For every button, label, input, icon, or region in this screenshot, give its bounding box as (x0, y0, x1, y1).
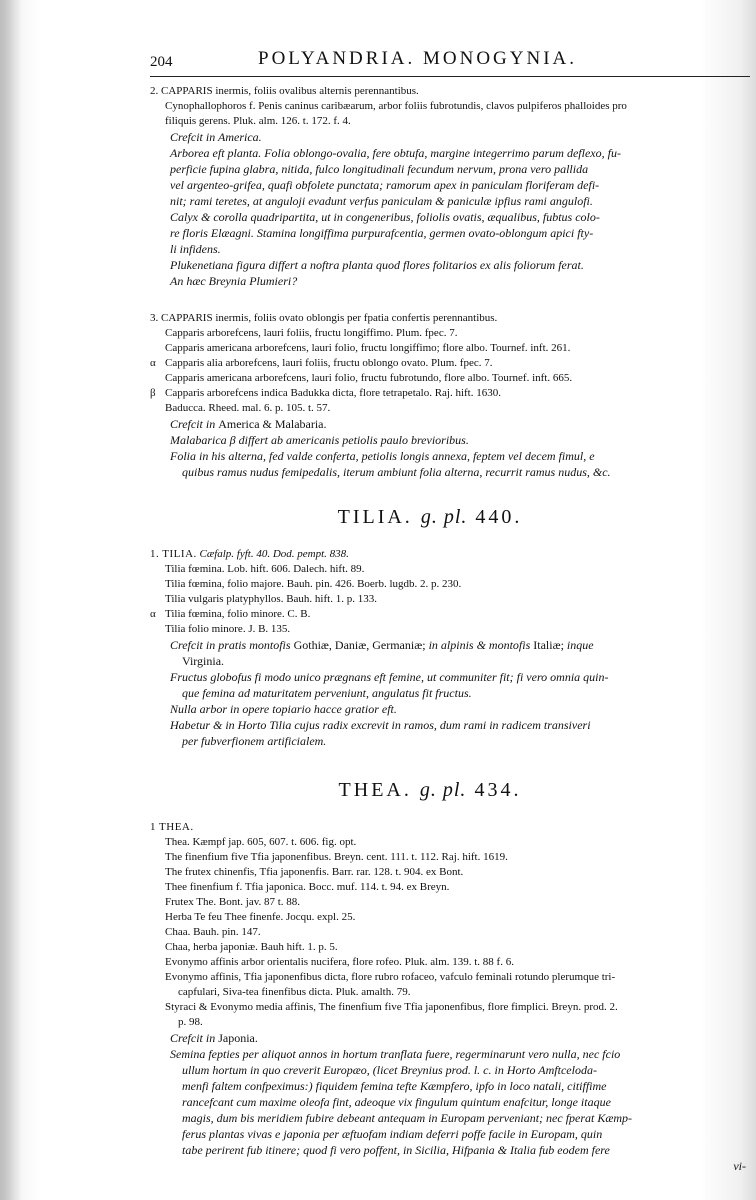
capparis-2-description: li infidens. (170, 242, 221, 256)
capparis-2-habitat: Crefcit in America. (170, 130, 262, 144)
thea-habitat (170, 1030, 750, 1046)
genus-name: TILIA. (337, 506, 413, 528)
capparis-3-synonym: Baducca. Rheed. mal. 6. p. 105. t. 57. (165, 402, 331, 414)
habitat-label: in alpinis & montofis (428, 638, 531, 652)
capparis-3-note: quibus ramus nudus femipedalis, iterum ambiunt folia alterna, recurrit ramus nudus, &c. (182, 465, 611, 479)
capparis-2-lead: 2. CAPPARIS inermis, foliis ovalibus alternis perennantibus. (150, 85, 419, 97)
genus-number: 440. (475, 506, 523, 528)
capparis-3-habitat (170, 416, 750, 432)
thea-note: ullum hortum in quo creverit Europæo, (licet Breynius prod. l. c. in Horto Amftceloda- (182, 1063, 597, 1077)
thea-synonym: The frutex chinenfis, Tfia japonenfis. Barr. rar. 128. t. 904. ex Bont. (165, 866, 464, 878)
capparis-3-synonym: Capparis americana arborefcens, lauri folio, fructu longiffimo; flore albo. Tournef. inft. 261. (165, 342, 571, 354)
tilia-habitat (170, 637, 750, 653)
capparis-2-description: perficie fupina glabra, nitida, fulco longitudinali fecundum nervum, prona vero pallida (170, 162, 589, 176)
thea-lead: 1 THEA. (150, 821, 194, 833)
thea-synonym: p. 98. (178, 1016, 203, 1028)
tilia-synonym: Tilia folio minore. J. B. 135. (165, 623, 291, 635)
thea-note: tabe perirent fub itinere; quod fi vero poffent, in Sicilia, Hifpania & Italia fub eodem fere (182, 1143, 610, 1157)
thea-synonym: Chaa. Bauh. pin. 147. (165, 926, 261, 938)
thea-synonym: Thea. Kæmpf jap. 605, 607. t. 606. fig. opt. (165, 836, 357, 848)
synonym-text: Capparis arborefcens indica Badukka dicta, flore tetrapetalo. Raj. hift. 1630. (165, 387, 501, 399)
capparis-2-note: Plukenetiana figura differt a noftra planta quod flores folitarios ex alis foliorum ferat. (170, 258, 584, 272)
capparis-3-note: Folia in his alterna, fed valde conferta, petiolis longis annexa, feptem vel decem fimul, e (170, 449, 595, 463)
tilia-entry (150, 547, 750, 749)
thea-synonym: capfulari, Siva-tea finenfibus dicta. Pluk. amalth. 79. (178, 986, 411, 998)
habitat-place: Gothiæ, Daniæ, Germaniæ; (293, 638, 426, 652)
thea-synonym: The finenfium five Tfia japonenfibus. Breyn. cent. 111. t. 112. Raj. hift. 1619. (165, 851, 508, 863)
capparis-2-description: nit; rami teretes, at anguloji evadunt verfus paniculam & paniculæ ipfius rami angulofi. (170, 194, 593, 208)
running-title: POLYANDRIA. MONOGYNIA. (258, 48, 578, 69)
synonym-text: Capparis alia arborefcens, lauri foliis, fructu oblongo ovato. Plum. fpec. 7. (165, 357, 493, 369)
tilia-habitat-cont (182, 653, 750, 669)
variety-mark-beta: β (150, 387, 156, 399)
genus-name: THEA. (338, 779, 412, 801)
thea-synonym: Evonymo affinis arbor orientalis nucifera, flore rofeo. Pluk. alm. 139. t. 88 f. 6. (165, 956, 514, 968)
capparis-3-synonym-alpha (150, 356, 750, 371)
thea-note: rancefcant cum maxime oleofa fint, adeoque vix fingulum quintum enafcitur, longe itaque (182, 1095, 611, 1109)
thea-synonym: Evonymo affinis, Tfia japonenfibus dicta, flore rubro rofaceo, vafculo feminali rotundo plerumque tri- (165, 971, 616, 983)
thea-synonym: Styraci & Evonymo media affinis, The finenfium five Tfia japonenfibus, flore fimplici. Breyn. prod. 2. (165, 1001, 618, 1013)
page-number: 204 (150, 54, 173, 70)
header-rule (150, 76, 750, 77)
synonym-text: Tilia fœmina, folio minore. C. B. (165, 608, 311, 620)
thea-synonym: Thee finenfium f. Tfia japonica. Bocc. muf. 114. t. 94. ex Breyn. (165, 881, 450, 893)
capparis-2-description: re floris Elæagni. Stamina longiffima purpurafcentia, germen ovato-oblongum apici fty- (170, 226, 594, 240)
tilia-lead-reference: Cæfalp. fyft. 40. Dod. pempt. 838. (199, 548, 349, 560)
habitat-place: Virginia. (182, 654, 225, 668)
habitat-label: Crefcit in pratis montofis (170, 638, 291, 652)
capparis-2-description: Arborea eft planta. Folia oblongo-ovalia, fere obtufa, margine integerrimo parum deflexo, fu- (170, 146, 621, 160)
thea-synonym: Herba Te feu Thee finenfe. Jocqu. expl. 25. (165, 911, 356, 923)
genus-number: 434. (474, 779, 522, 801)
tilia-synonym: Tilia fœmina. Lob. hift. 606. Dalech. hift. 89. (165, 563, 365, 575)
capparis-2-entry (150, 84, 750, 289)
thea-catchword: vi- (733, 1159, 746, 1173)
capparis-2-description: vel argenteo-grifea, quafi obfolete punctata; ramorum apex in paniculam floriferam defi- (170, 178, 600, 192)
habitat-label: Crefcit in (170, 417, 216, 431)
capparis-3-lead: 3. CAPPARIS inermis, foliis ovato oblongis per fpatia confertis perennantibus. (150, 312, 498, 324)
capparis-3-synonym-beta (150, 386, 750, 401)
tilia-synonym-alpha (150, 607, 750, 622)
tilia-genus-heading (110, 506, 750, 528)
tilia-lead-number: 1. TILIA. (150, 548, 197, 560)
tilia-synonym: Tilia vulgaris platyphyllos. Bauh. hift. 1. p. 133. (165, 593, 377, 605)
gutter-shadow (0, 0, 22, 1200)
habitat-place: Italiæ; (533, 638, 564, 652)
capparis-3-note: Malabarica β differt ab americanis petiolis paulo brevioribus. (170, 433, 469, 447)
variety-mark-alpha: α (150, 608, 156, 620)
habitat-place: America & Malabaria. (218, 417, 327, 431)
habitat-label: Crefcit in (170, 1031, 216, 1045)
tilia-note: Habetur & in Horto Tilia cujus radix excrevit in ramos, dum rami in radicem transiveri (170, 718, 591, 732)
variety-mark-alpha: α (150, 357, 156, 369)
thea-note: Semina fepties per aliquot annos in hortum tranflata fuere, regerminarunt vero nulla, nec fcio (170, 1047, 621, 1061)
thea-synonym: Chaa, herba japoniæ. Bauh hift. 1. p. 5. (165, 941, 338, 953)
tilia-note: que femina ad maturitatem perveniunt, angulatus fit fructus. (182, 686, 472, 700)
thea-synonym: Frutex The. Bont. jav. 87 t. 88. (165, 896, 301, 908)
thea-entry (150, 820, 750, 1174)
capparis-2-synonym: filiquis gerens. Pluk. alm. 126. t. 172. f. 4. (165, 115, 351, 127)
tilia-note: Nulla arbor in opere topiario hacce gratior eft. (170, 702, 397, 716)
capparis-3-entry (150, 311, 750, 480)
genus-reference: g. pl. (420, 506, 468, 528)
habitat-label: inque (566, 638, 594, 652)
tilia-note: per fubverfionem artificialem. (182, 734, 327, 748)
page-body (150, 84, 750, 1186)
thea-note: menfi faltem confpeximus:) fiquidem femina tefte Kæmpfero, ipfo in loco natali, citiffime (182, 1079, 607, 1093)
tilia-lead (150, 547, 750, 562)
thea-genus-heading (110, 779, 750, 801)
capparis-2-description: Calyx & corolla quadripartita, ut in congeneribus, foliolis ovatis, æqualibus, fubtus colo- (170, 210, 600, 224)
page-header (150, 48, 750, 76)
capparis-2-synonym: Cynophallophoros f. Penis caninus caribæarum, arbor foliis fubrotundis, clavos pulpiferos phalloides pro (165, 100, 627, 112)
capparis-3-synonym: Capparis arborefcens, lauri foliis, fructu longiffimo. Plum. fpec. 7. (165, 327, 458, 339)
tilia-note: Fructus globofus fi modo unico prægnans eft femine, ut communiter fit; fi vero omnia quin- (170, 670, 609, 684)
tilia-synonym: Tilia fœmina, folio majore. Bauh. pin. 426. Boerb. lugdb. 2. p. 230. (165, 578, 462, 590)
thea-note: ferus plantas vivas e japonia per æftuofam indiam deferri poffe facile in Europam, quin (182, 1127, 603, 1141)
capparis-3-synonym: Capparis americana arborefcens, lauri folio, fructu fubrotundo, flore albo. Tournef. inft. 665. (165, 372, 573, 384)
habitat-place: Japonia. (218, 1031, 258, 1045)
capparis-2-note: An hæc Breynia Plumieri? (170, 274, 298, 288)
thea-note: magis, dum bis meridiem fubire debeant antequam in Europam perveniant; nec fperat Kæmp- (182, 1111, 633, 1125)
genus-reference: g. pl. (419, 779, 467, 801)
